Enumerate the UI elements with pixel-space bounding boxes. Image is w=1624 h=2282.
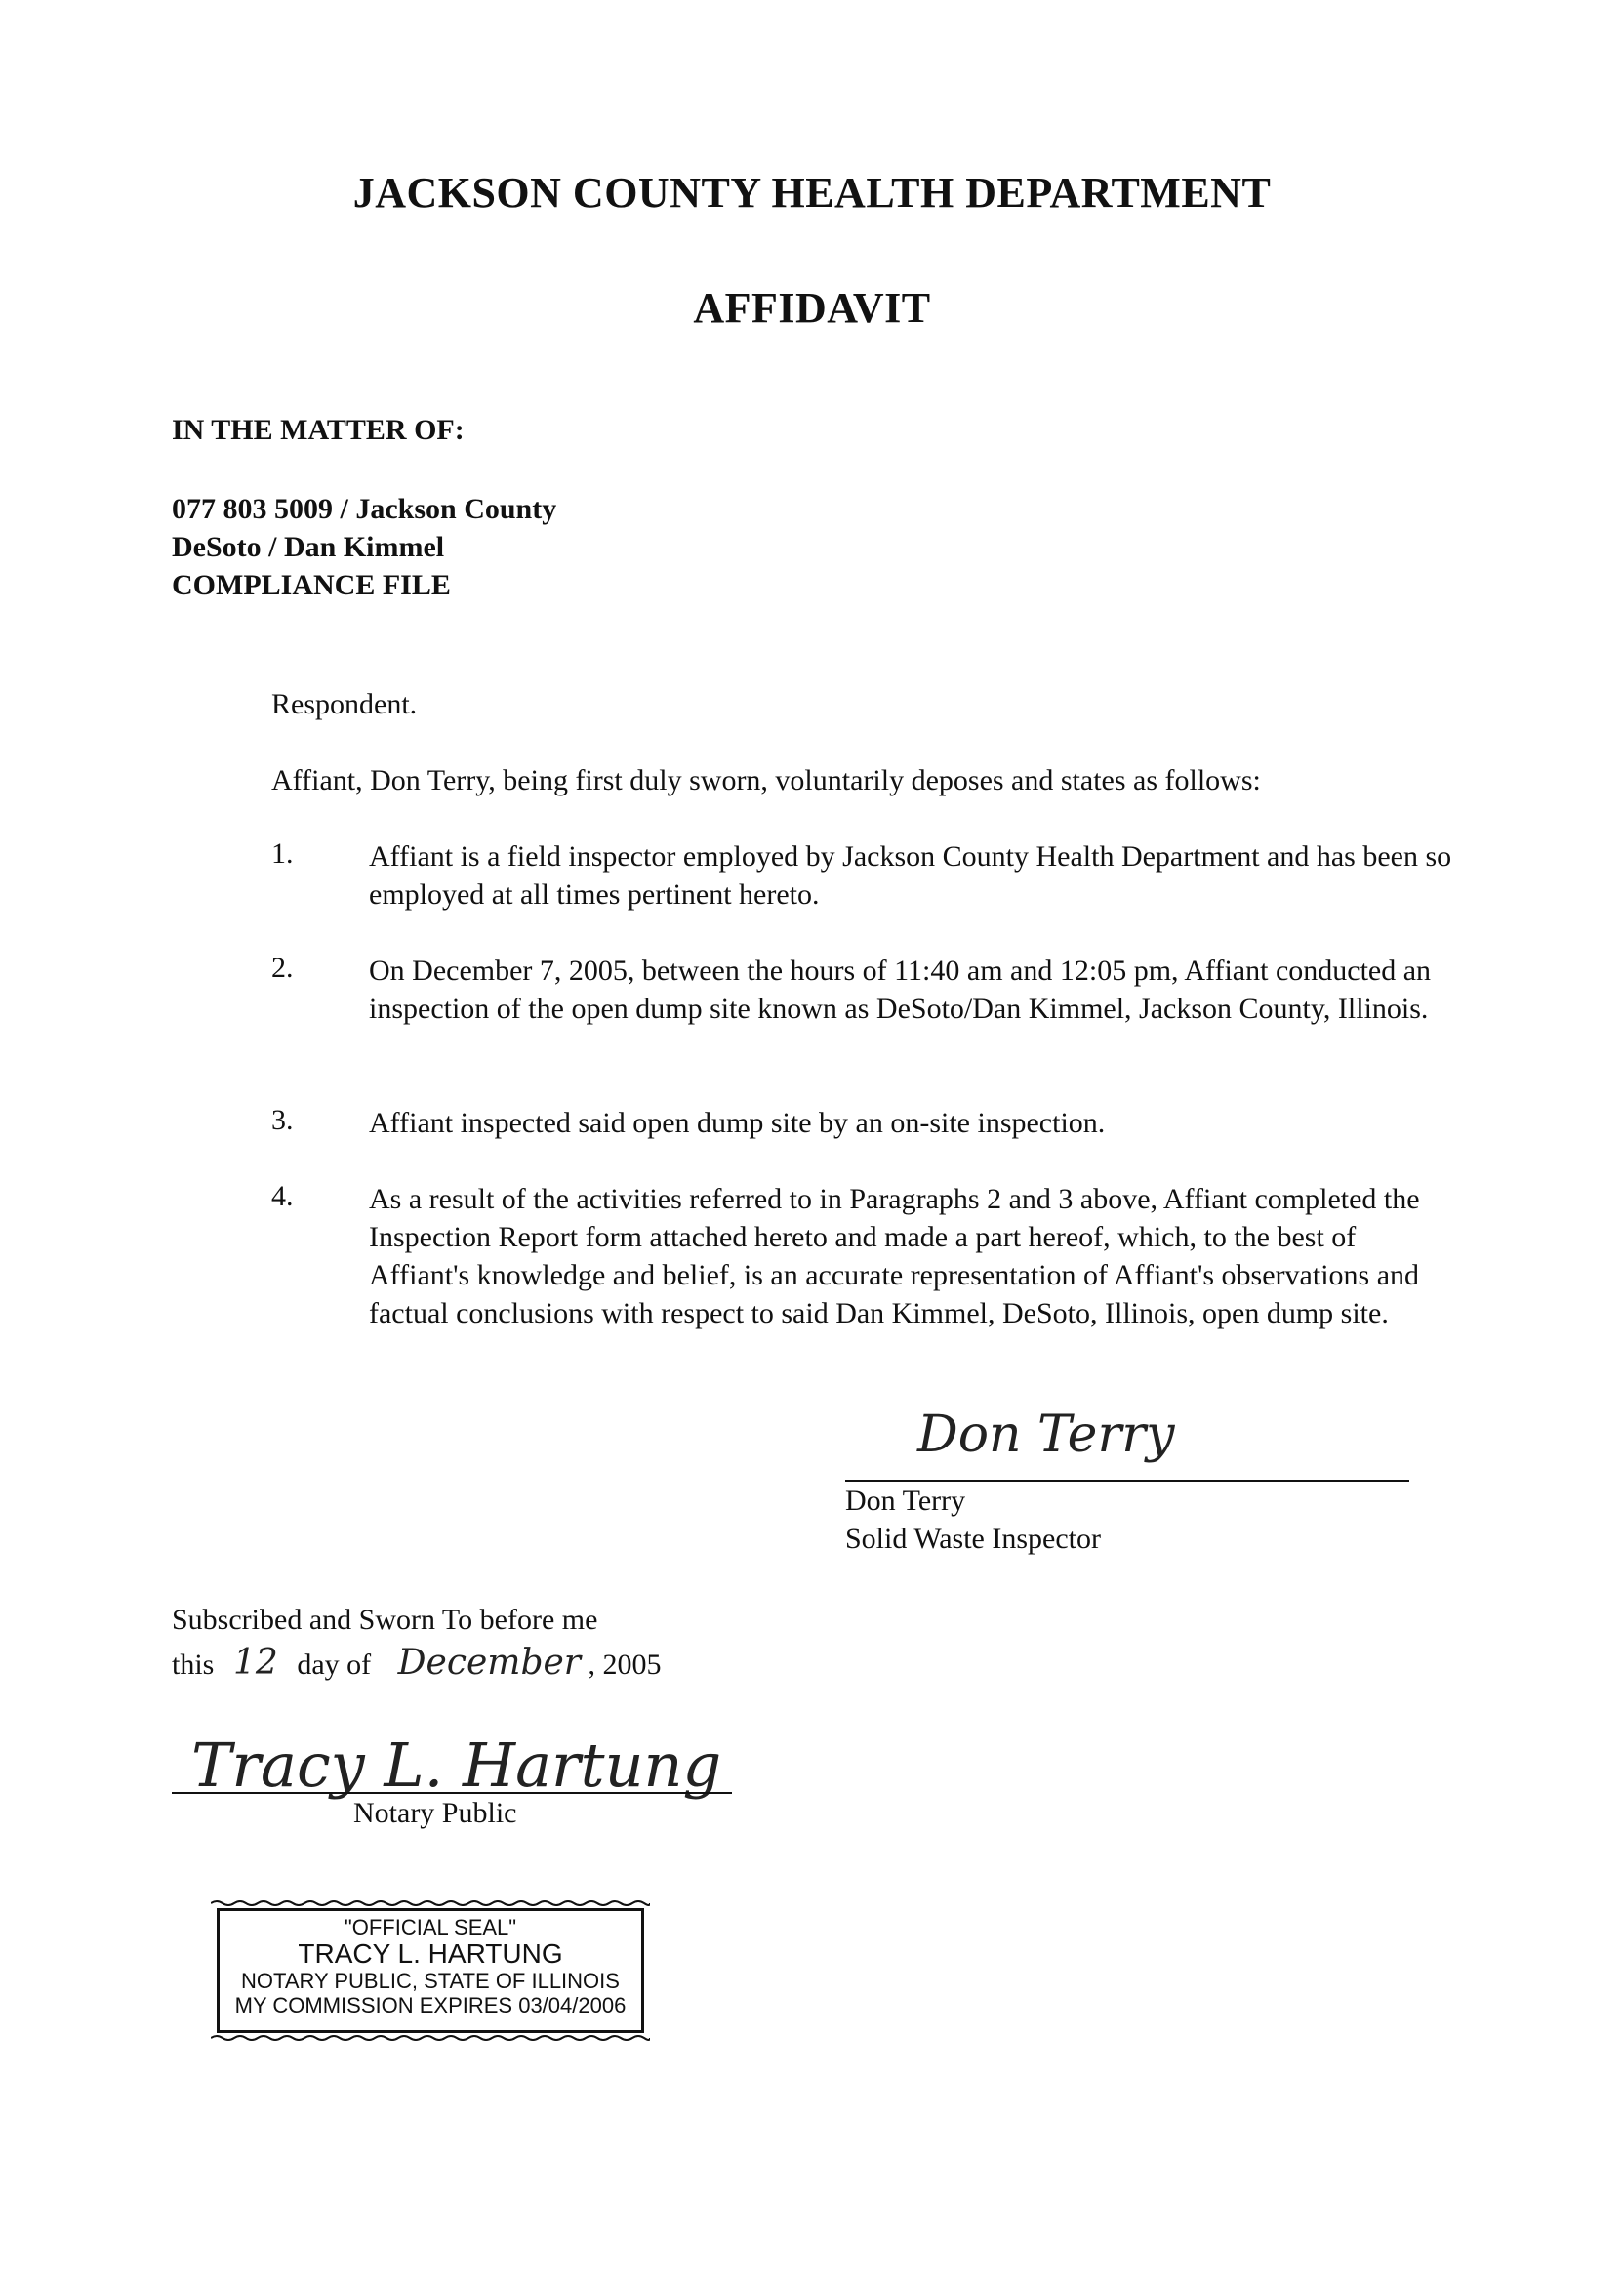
matter-line-2: DeSoto / Dan Kimmel: [172, 531, 445, 563]
affiant-signature: Don Terry: [917, 1406, 1175, 1464]
notary-public-label: Notary Public: [353, 1797, 517, 1829]
paragraph-2-text: On December 7, 2005, between the hours of 11:40 am and 12:05 pm, Affiant conducted an inspection of the open dump site known as DeSoto/Dan Kimmel, Jackson County, Illinois.: [369, 955, 1432, 1025]
jurat-day: 12: [232, 1643, 278, 1683]
jurat-day-of-label: day of: [297, 1649, 372, 1681]
matter-line-1: 077 803 5009 / Jackson County: [172, 493, 557, 525]
respondent-label: Respondent.: [271, 688, 418, 720]
department-title: JACKSON COUNTY HEALTH DEPARTMENT: [352, 169, 1272, 217]
paragraph-3-text: Affiant inspected said open dump site by an on-site inspection.: [369, 1107, 1106, 1139]
paragraph-2-number: 2.: [271, 952, 294, 984]
affiant-name: Don Terry: [845, 1485, 966, 1517]
jurat-month: December: [397, 1643, 582, 1683]
seal-top-border: [211, 1899, 650, 1907]
jurat-year: , 2005: [588, 1649, 662, 1681]
matter-heading: IN THE MATTER OF:: [172, 414, 465, 446]
paragraph-4-number: 4.: [271, 1180, 294, 1212]
notary-signature: Tracy L. Hartung: [191, 1730, 722, 1801]
official-seal: [217, 1908, 644, 2033]
jurat-this-label: this: [172, 1649, 215, 1681]
seal-line-4: MY COMMISSION EXPIRES 03/04/2006: [234, 1993, 627, 2017]
affiant-title: Solid Waste Inspector: [845, 1523, 1101, 1555]
jurat-line-1: Subscribed and Sworn To before me: [172, 1604, 598, 1636]
intro-statement: Affiant, Don Terry, being first duly sworn, voluntarily deposes and states as follows:: [271, 764, 1261, 796]
document-type-title: AFFIDAVIT: [693, 284, 931, 332]
seal-notary-name: TRACY L. HARTUNG: [298, 1938, 563, 1969]
paragraph-3-number: 3.: [271, 1104, 294, 1136]
seal-bottom-border: [211, 2034, 650, 2042]
seal-line-1: "OFFICIAL SEAL": [344, 1915, 517, 1939]
matter-line-3: COMPLIANCE FILE: [172, 569, 451, 601]
paragraph-1-number: 1.: [271, 837, 294, 870]
paragraph-1-text: Affiant is a field inspector employed by Jackson County Health Department and has been so employed at all times pertinent hereto.: [369, 840, 1452, 911]
jurat-line-2: [172, 1644, 662, 1684]
paragraph-4-text: As a result of the activities referred to in Paragraphs 2 and 3 above, Affiant completed the Inspection Report form attached hereto and made a part hereof, which, to the best of Affiant's knowledge and belief, is an accurate representation of Affiant's observations and factual conclusions with respect to said Dan Kimmel, DeSoto, Illinois, open dump site.: [369, 1183, 1420, 1329]
seal-line-3: NOTARY PUBLIC, STATE OF ILLINOIS: [241, 1969, 620, 1993]
